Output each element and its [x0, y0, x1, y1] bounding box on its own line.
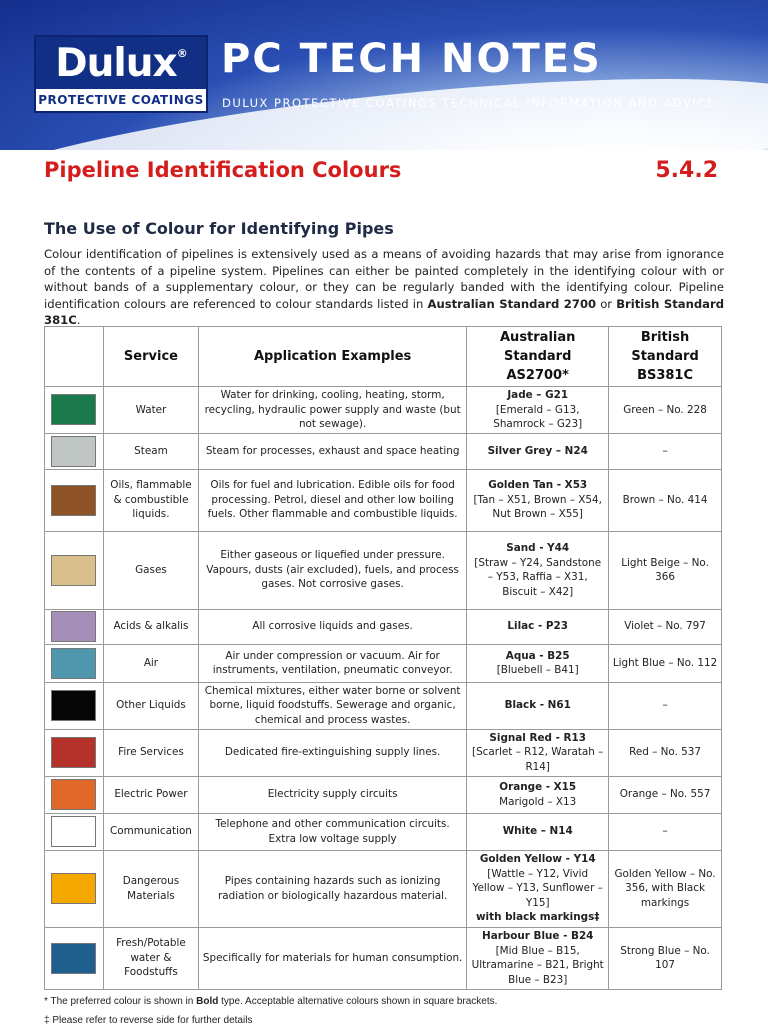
- bs381c-cell: Red – No. 537: [609, 729, 722, 776]
- table-row: [45, 850, 722, 927]
- as2700-alternatives: [Wattle – Y12, Vivid Yellow – Y13, Sunflower – Y15]: [472, 867, 603, 909]
- as2700-preferred: Silver Grey – N24: [487, 444, 588, 457]
- header-service: Service: [103, 327, 198, 387]
- as2700-preferred: Lilac - P23: [507, 620, 568, 633]
- table-row: [45, 469, 722, 531]
- logo-registered-mark: ®: [176, 47, 187, 60]
- colour-swatch: [51, 485, 96, 516]
- as2700-preferred: Signal Red - R13: [489, 731, 586, 744]
- page-heading: The Use of Colour for Identifying Pipes: [44, 219, 394, 238]
- service-cell: Fresh/Potable water & Foodstuffs: [103, 927, 198, 989]
- service-cell: Gases: [103, 531, 198, 609]
- bs381c-cell: Orange – No. 557: [609, 776, 722, 813]
- section-number: 5.4.2: [655, 158, 718, 183]
- header-subtitle: DULUX PROTECTIVE COATINGS TECHNICAL INFORMATION AND ADVICE: [222, 96, 716, 110]
- table-row: [45, 387, 722, 434]
- as2700-cell: [467, 813, 609, 850]
- application-cell: Steam for processes, exhaust and space heating: [198, 433, 466, 469]
- intro-paragraph: Colour identification of pipelines is extensively used as a means of avoiding hazards that may arise from ignorance of the contents of a pipeline system. Pipelines can either be painted completely in the identifying colour with or without bands of a supplementary colour, or they can be regularly banded with the identifying colour. Pipeline identification colours are referenced to colour standards listed in Australian Standard 2700 or British Standard 381C.: [44, 247, 724, 327]
- as2700-alternatives: [Scarlet – R12, Waratah – R14]: [472, 746, 604, 773]
- application-cell: Telephone and other communication circuits. Extra low voltage supply: [198, 813, 466, 850]
- table-row: [45, 682, 722, 729]
- bs381c-cell: Brown – No. 414: [609, 469, 722, 531]
- swatch-cell: [45, 927, 104, 989]
- section-title: Pipeline Identification Colours: [44, 158, 402, 182]
- bs381c-cell: Green – No. 228: [609, 387, 722, 434]
- bs381c-cell: Violet – No. 797: [609, 609, 722, 644]
- as2700-cell: [467, 776, 609, 813]
- as2700-preferred: Black - N61: [504, 699, 571, 712]
- table-row: [45, 433, 722, 469]
- application-cell: Chemical mixtures, either water borne or solvent borne, liquid foodstuffs. Sewerage and organic, chemical and process wastes.: [198, 682, 466, 729]
- as2700-cell: [467, 433, 609, 469]
- service-cell: Fire Services: [103, 729, 198, 776]
- swatch-cell: [45, 469, 104, 531]
- swatch-cell: [45, 609, 104, 644]
- swatch-cell: [45, 644, 104, 682]
- application-cell: Dedicated fire-extinguishing supply lines.: [198, 729, 466, 776]
- as2700-cell: [467, 729, 609, 776]
- service-cell: Electric Power: [103, 776, 198, 813]
- application-cell: Water for drinking, cooling, heating, storm, recycling, hydraulic power supply and waste (but not sewage).: [198, 387, 466, 434]
- service-cell: Water: [103, 387, 198, 434]
- bs381c-cell: Strong Blue – No. 107: [609, 927, 722, 989]
- service-cell: Other Liquids: [103, 682, 198, 729]
- header-bs381c: British Standard BS381C: [609, 327, 722, 387]
- swatch-cell: [45, 682, 104, 729]
- footnote-black-markings: ‡ Please refer to reverse side for further details: [44, 1015, 253, 1024]
- service-cell: Steam: [103, 433, 198, 469]
- header-swatch: [45, 327, 104, 387]
- table-row: [45, 644, 722, 682]
- as2700-cell: [467, 609, 609, 644]
- as2700-cell: [467, 850, 609, 927]
- colour-swatch: [51, 555, 96, 586]
- swatch-cell: [45, 531, 104, 609]
- footnote-preferred-colour: * The preferred colour is shown in Bold type. Acceptable alternative colours shown in square brackets.: [44, 996, 498, 1007]
- colour-swatch: [51, 816, 96, 847]
- service-cell: Acids & alkalis: [103, 609, 198, 644]
- standard-as2700: Australian Standard 2700: [427, 296, 597, 311]
- as2700-cell: [467, 682, 609, 729]
- table-row: [45, 609, 722, 644]
- as2700-preferred: Orange - X15: [499, 781, 577, 793]
- header-as2700: Australian Standard AS2700*: [467, 327, 609, 387]
- bs381c-cell: Golden Yellow – No. 356, with Black markings: [609, 850, 722, 927]
- as2700-alternatives: [Bluebell – B41]: [496, 664, 579, 676]
- swatch-cell: [45, 433, 104, 469]
- table-row: [45, 531, 722, 609]
- application-cell: Electricity supply circuits: [198, 776, 466, 813]
- as2700-preferred: Harbour Blue - B24: [482, 930, 594, 942]
- header-banner: [0, 0, 768, 150]
- logo-wordmark: Dulux: [55, 41, 177, 86]
- application-cell: Pipes containing hazards such as ionizing radiation or biologically hazardous material.: [198, 850, 466, 927]
- header-application: Application Examples: [198, 327, 466, 387]
- colour-swatch: [51, 779, 96, 810]
- table-row: [45, 729, 722, 776]
- as2700-alternatives: [Emerald – G13, Shamrock – G23]: [493, 403, 583, 430]
- dulux-logo: [34, 35, 208, 113]
- as2700-preferred: White – N14: [502, 825, 573, 838]
- bs381c-cell: –: [609, 813, 722, 850]
- table-row: [45, 776, 722, 813]
- swatch-cell: [45, 813, 104, 850]
- as2700-cell: [467, 387, 609, 434]
- colour-swatch: [51, 394, 96, 425]
- table-row: [45, 813, 722, 850]
- as2700-markings: with black markings‡: [475, 911, 600, 924]
- colour-swatch: [51, 611, 96, 642]
- application-cell: Oils for fuel and lubrication. Edible oils for food processing. Petrol, diesel and other low boiling fuels. Other flammable and combustible liquids.: [198, 469, 466, 531]
- standard-bs381c: British Standard 381C: [44, 296, 724, 327]
- application-cell: Air under compression or vacuum. Air for instruments, ventilation, pneumatic conveyor.: [198, 644, 466, 682]
- table-body: [45, 387, 722, 990]
- table-row: [45, 927, 722, 989]
- as2700-preferred: Aqua - B25: [505, 649, 570, 662]
- colour-swatch: [51, 690, 96, 721]
- as2700-alternatives: Marigold – X13: [499, 795, 577, 808]
- service-cell: Oils, flammable & combustible liquids.: [103, 469, 198, 531]
- as2700-preferred: Jade – G21: [507, 389, 569, 401]
- colour-swatch: [51, 648, 96, 679]
- as2700-cell: [467, 531, 609, 609]
- as2700-preferred: Golden Yellow - Y14: [479, 853, 596, 866]
- colour-swatch: [51, 943, 96, 974]
- service-cell: Communication: [103, 813, 198, 850]
- application-cell: Specifically for materials for human consumption.: [198, 927, 466, 989]
- application-cell: Either gaseous or liquefied under pressure. Vapours, dusts (air excluded), fuels, and process gases. Not corrosive gases.: [198, 531, 466, 609]
- service-cell: Dangerous Materials: [103, 850, 198, 927]
- as2700-cell: [467, 927, 609, 989]
- as2700-preferred: Golden Tan - X53: [488, 479, 588, 492]
- colour-swatch: [51, 436, 96, 467]
- swatch-cell: [45, 387, 104, 434]
- application-cell: All corrosive liquids and gases.: [198, 609, 466, 644]
- swatch-cell: [45, 776, 104, 813]
- table-header-row: [45, 327, 722, 387]
- bs381c-cell: Light Beige – No. 366: [609, 531, 722, 609]
- bs381c-cell: –: [609, 682, 722, 729]
- as2700-alternatives: [Mid Blue – B15, Ultramarine – B21, Bright Blue – B23]: [471, 944, 604, 986]
- as2700-alternatives: [Tan – X51, Brown – X54, Nut Brown – X55]: [473, 493, 602, 521]
- swatch-cell: [45, 850, 104, 927]
- as2700-cell: [467, 469, 609, 531]
- logo-strip-text: PROTECTIVE COATINGS: [36, 89, 206, 111]
- colour-swatch: [51, 737, 96, 768]
- header-title: PC TECH NOTES: [221, 36, 602, 82]
- bs381c-cell: –: [609, 433, 722, 469]
- service-cell: Air: [103, 644, 198, 682]
- colour-swatch: [51, 873, 96, 904]
- bs381c-cell: Light Blue – No. 112: [609, 644, 722, 682]
- swatch-cell: [45, 729, 104, 776]
- as2700-cell: [467, 644, 609, 682]
- as2700-preferred: Sand - Y44: [506, 542, 570, 554]
- as2700-alternatives: [Straw – Y24, Sandstone – Y53, Raffia – X31, Biscuit – X42]: [474, 556, 602, 598]
- pipeline-colour-table: [44, 326, 722, 990]
